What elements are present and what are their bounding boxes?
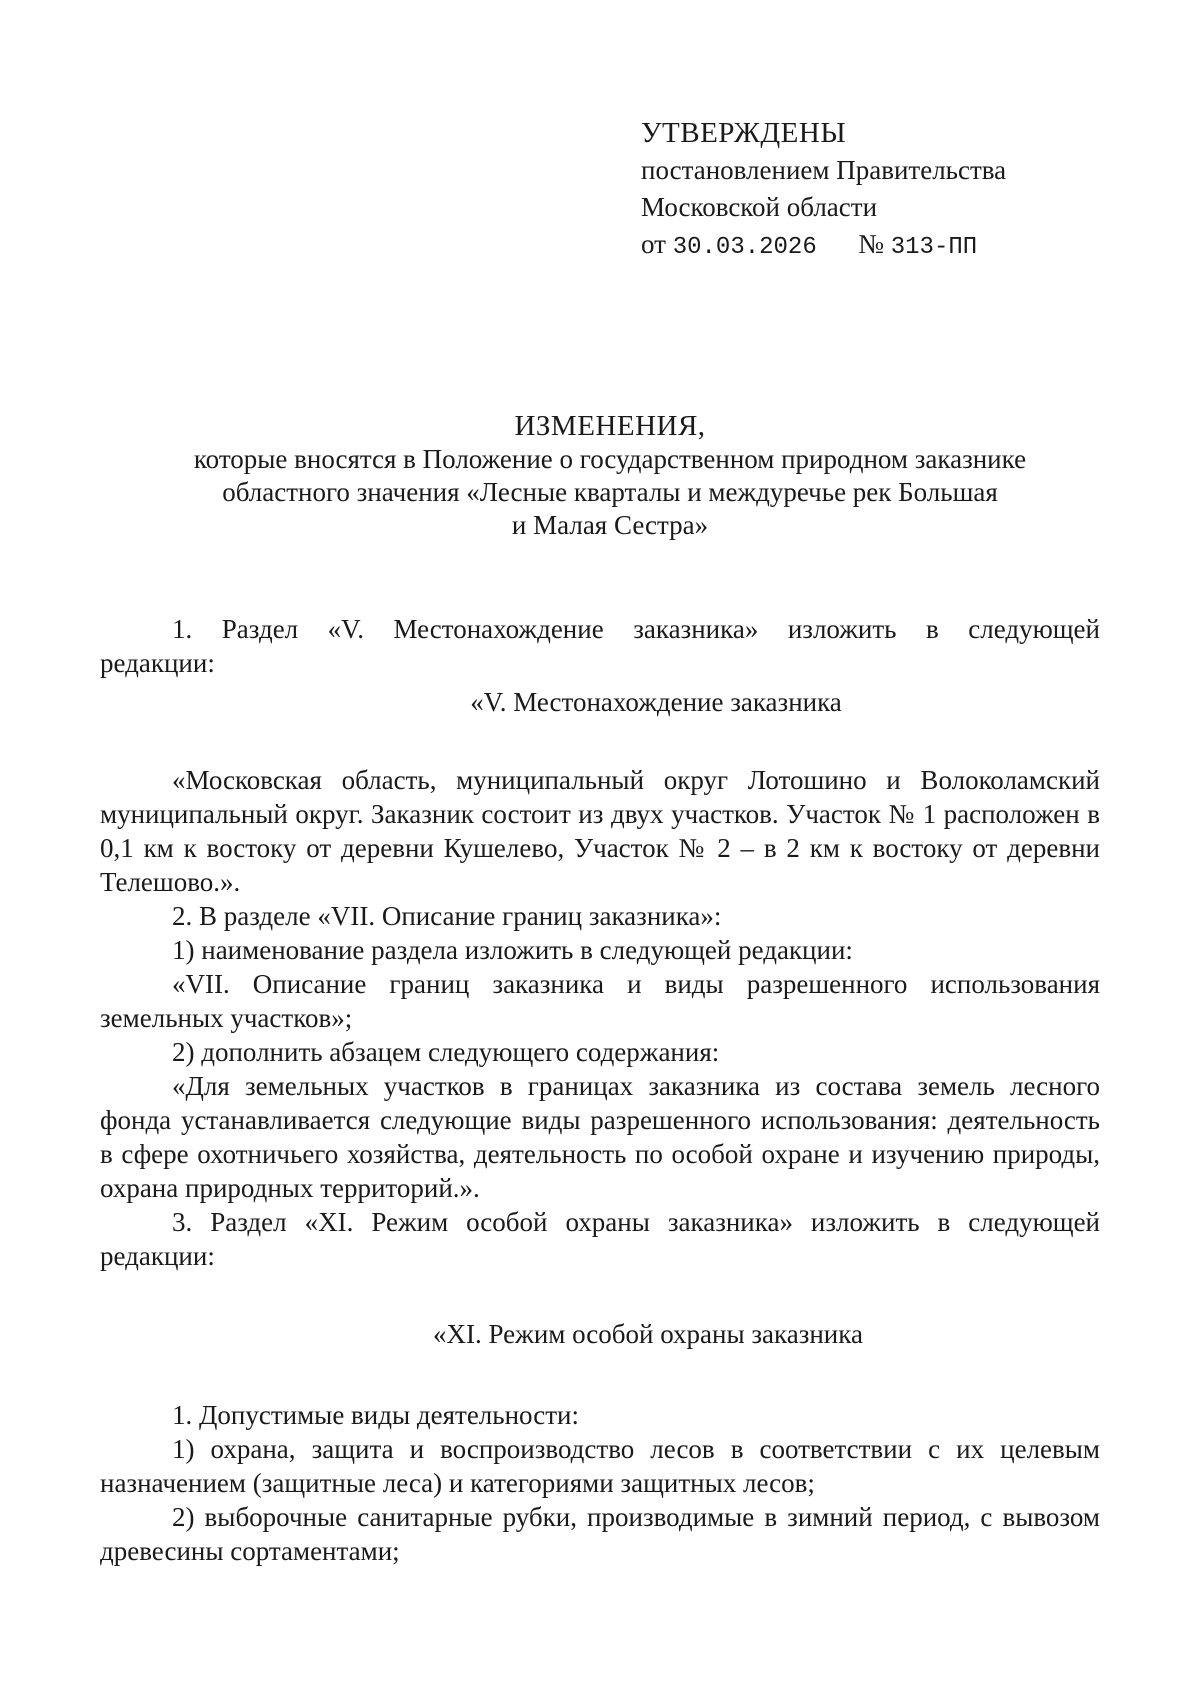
sub-item-1-2: 2) выборочные санитарные рубки, производимые в зимний период, с вывозом древесины сортаментами; — [100, 1502, 1100, 1566]
main-text-block — [100, 763, 1100, 1273]
item-3-line-b: редакции: — [100, 1241, 215, 1271]
approval-date: 30.03.2026 — [672, 234, 817, 261]
item-2: 2. В разделе «VII. Описание границ заказника»: — [172, 901, 722, 931]
item-1-line-a: 1. Раздел «V. Местонахождение заказника» изложить в следующей — [172, 614, 1100, 644]
title-heading: ИЗМЕНЕНИЯ, — [514, 410, 706, 442]
number-sign: № — [858, 229, 884, 259]
section-11-heading: «XI. Режим особой охраны заказника — [433, 1319, 863, 1349]
section-11-heading-block — [100, 1317, 1100, 1351]
item-2-1-text: «VII. Описание границ заказника и виды разрешенного использования земельных участков»; — [100, 969, 1100, 1033]
section-11-text-block — [100, 1398, 1100, 1568]
approval-line-2: Московской области — [641, 192, 878, 222]
item-1-line-b: редакции: — [100, 648, 215, 678]
sub-item-1: 1. Допустимые виды деятельности: — [172, 1400, 579, 1430]
approval-line-1: постановлением Правительства — [641, 155, 1007, 185]
date-prefix: от — [641, 229, 666, 259]
approval-number: 313-ПП — [890, 234, 978, 261]
title-line-2: областного значения «Лесные кварталы и междуречье рек Большая — [222, 477, 998, 507]
item-2-1: 1) наименование раздела изложить в следующей редакции: — [172, 935, 853, 965]
section-5-heading: «V. Местонахождение заказника — [470, 687, 842, 717]
sub-item-1-1: 1) охрана, защита и воспроизводство лесов в соответствии с их целевым назначением (защитные леса) и категориями защитных лесов; — [100, 1434, 1100, 1498]
approval-date-line — [641, 226, 1006, 266]
item-1-block — [100, 612, 1100, 680]
item-2-2-text: «Для земельных участков в границах заказника из состава земель лесного фонда устанавливается следующие виды разрешенного использования: деятельность в сфере охотничьего хозяйства, деятельность по особой охране и изучению природы, охрана природных территорий.». — [100, 1071, 1100, 1203]
approval-block — [641, 115, 1006, 266]
item-2-2: 2) дополнить абзацем следующего содержания: — [172, 1037, 720, 1067]
section-5-heading-block — [100, 685, 1100, 719]
section-5-text: «Московская область, муниципальный округ Лотошино и Волоколамский муниципальный округ. Заказник состоит из двух участков. Участок № 1 расположен в 0,1 км к востоку от деревни Кушелево, Участок № 2 – в 2 км к востоку от деревни Телешово.». — [100, 765, 1100, 897]
title-line-3: и Малая Сестра» — [511, 510, 709, 540]
approval-heading: УТВЕРЖДЕНЫ — [641, 117, 847, 149]
document-title — [120, 410, 1100, 542]
title-line-1: которые вносятся в Положение о государственном природном заказнике — [193, 444, 1027, 474]
item-3-line-a: 3. Раздел «XI. Режим особой охраны заказника» изложить в следующей — [172, 1207, 1100, 1237]
